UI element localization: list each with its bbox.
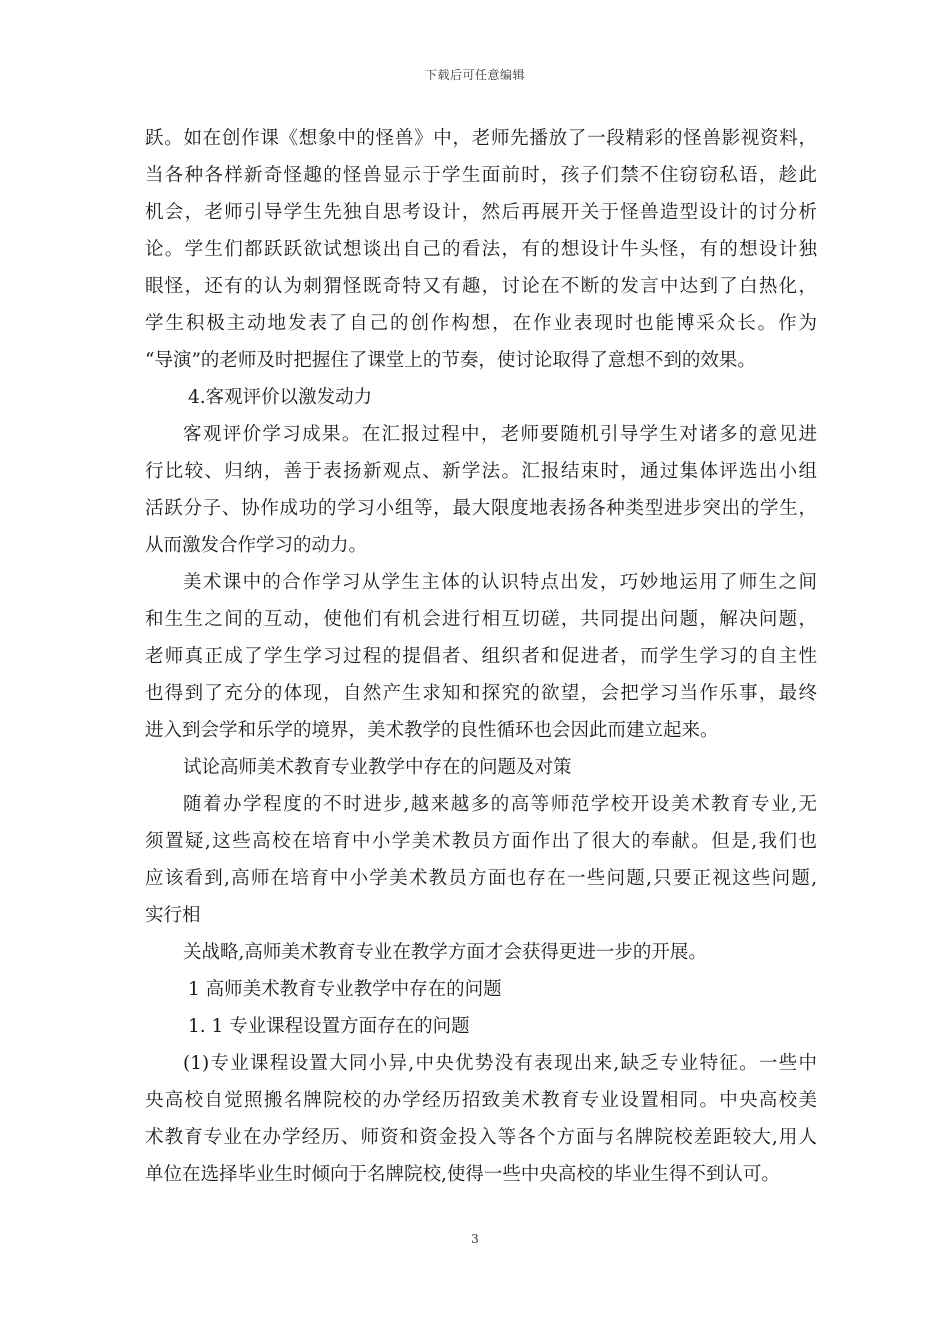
body-line: 眼怪，还有的认为刺猬怪既奇特又有趣，讨论在不断的发言中达到了白热化，	[145, 276, 817, 297]
body-line: “导演”的老师及时把握住了课堂上的节奏，使讨论取得了意想不到的效果。	[145, 350, 756, 371]
body-line: 从而激发合作学习的动力。	[145, 535, 368, 556]
body-line: 实行相	[145, 905, 201, 926]
body-line: 老师真正成了学生学习过程的提倡者、组织者和促进者，而学生学习的自主性	[145, 646, 817, 667]
body-line: 活跃分子、协作成功的学习小组等，最大限度地表扬各种类型进步突出的学生，	[145, 498, 817, 519]
paragraph-first-line: 美术课中的合作学习从学生主体的认识特点出发，巧妙地运用了师生之间	[183, 572, 817, 593]
body-line: 也得到了充分的体现，自然产生求知和探究的欲望，会把学习当作乐事，最终	[145, 683, 817, 704]
paragraph-first-line: 客观评价学习成果。在汇报过程中，老师要随机引导学生对诸多的意见进	[183, 424, 817, 445]
body-line: 学生积极主动地发表了自己的创作构想，在作业表现时也能博采众长。作为	[145, 313, 817, 334]
article-title: 试论高师美术教育专业教学中存在的问题及对策	[183, 757, 572, 778]
page-header: 下载后可任意编辑	[424, 68, 525, 82]
document-body	[145, 120, 817, 1193]
page-number: 3	[471, 1232, 479, 1246]
section-heading: 1 高师美术教育专业教学中存在的问题	[188, 979, 502, 1000]
paragraph-first-line: (1)专业课程设置大同小异,中央优势没有表现出来,缺乏专业特征。一些中	[183, 1053, 817, 1074]
body-line: 当各种各样新奇怪趣的怪兽显示于学生面前时，孩子们禁不住窃窃私语，趁此	[145, 165, 817, 186]
body-line: 央高校自觉照搬名牌院校的办学经历招致美术教育专业设置相同。中央高校美	[145, 1090, 817, 1111]
paragraph-first-line: 关战略,高师美术教育专业在教学方面才会获得更进一步的开展。	[183, 942, 707, 963]
body-line: 和生生之间的互动，使他们有机会进行相互切磋，共同提出问题，解决问题，	[145, 609, 817, 630]
paragraph-first-line: 随着办学程度的不时进步,越来越多的高等师范学校开设美术教育专业,无	[183, 794, 817, 815]
body-line: 行比较、归纳，善于表扬新观点、新学法。汇报结束时，通过集体评选出小组	[145, 461, 817, 482]
body-line: 机会，老师引导学生先独自思考设计，然后再展开关于怪兽造型设计的讨分析	[145, 202, 817, 223]
body-line: 术教育专业在办学经历、师资和资金投入等各个方面与名牌院校差距较大,用人	[145, 1127, 817, 1148]
body-line: 进入到会学和乐学的境界，美术教学的良性循环也会因此而建立起来。	[145, 720, 719, 741]
body-line: 论。学生们都跃跃欲试想谈出自己的看法，有的想设计牛头怪，有的想设计独	[145, 239, 817, 260]
body-line: 须置疑,这些高校在培育中小学美术教员方面作出了很大的奉献。但是,我们也	[145, 831, 817, 852]
body-line: 单位在选择毕业生时倾向于名牌院校,使得一些中央高校的毕业生得不到认可。	[145, 1164, 780, 1185]
body-line: 应该看到,高师在培育中小学美术教员方面也存在一些问题,只要正视这些问题,	[145, 868, 817, 889]
section-heading: 4.客观评价以激发动力	[188, 387, 373, 408]
body-line: 跃。如在创作课《想象中的怪兽》中，老师先播放了一段精彩的怪兽影视资料，	[145, 128, 817, 149]
subsection-heading: 1. 1 专业课程设置方面存在的问题	[188, 1016, 470, 1037]
